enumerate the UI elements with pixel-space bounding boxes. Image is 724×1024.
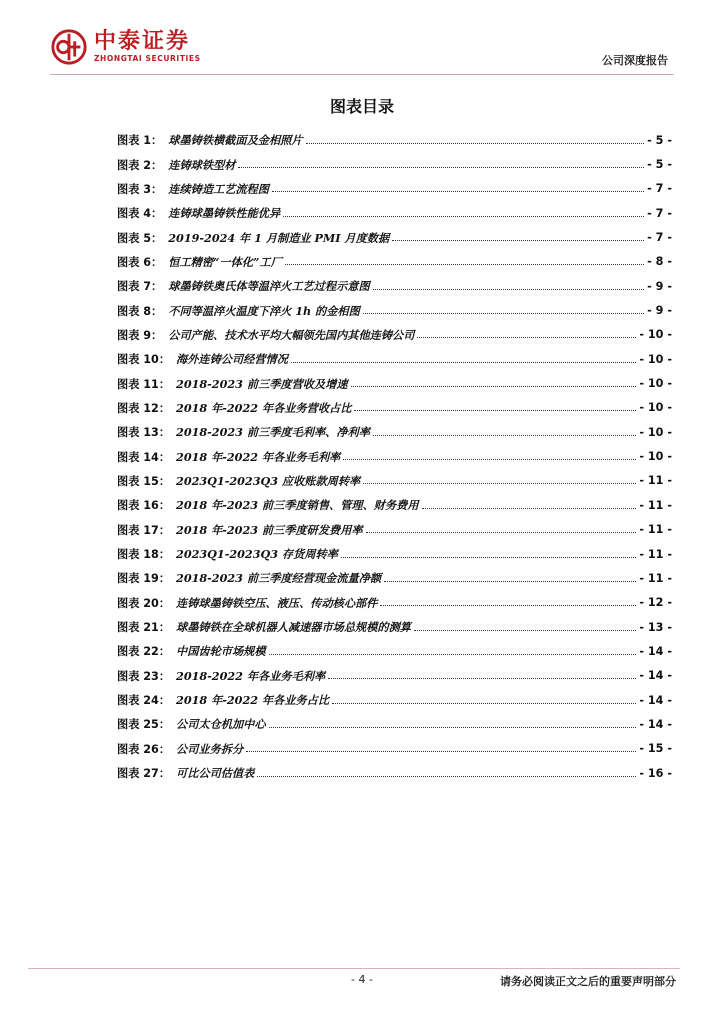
toc-entry[interactable]: [117, 493, 672, 517]
toc-entry-page: - 7 -: [647, 182, 672, 196]
toc-entry-page: - 10 -: [639, 328, 672, 342]
toc-entry-label: 图表 27：: [117, 767, 171, 781]
toc-dot-leader: [272, 191, 644, 192]
toc-entry-label: 图表 24：: [117, 694, 171, 708]
toc-entry-page: - 10 -: [639, 450, 672, 464]
toc-dot-leader: [332, 703, 636, 704]
toc-entry-page: - 15 -: [639, 742, 672, 756]
toc-entry-title: 公司太仓机加中心: [176, 717, 266, 732]
toc-entry-title: 2018 年-2022 年各业务占比: [176, 693, 330, 708]
toc-entry-title: 公司产能、技术水平均大幅领先国内其他连铸公司: [168, 327, 415, 342]
toc-entry[interactable]: [117, 225, 672, 249]
logo-chinese-name: 中泰证券: [94, 29, 191, 54]
report-type-label: 公司深度报告: [602, 54, 668, 67]
toc-dot-leader: [373, 435, 636, 436]
toc-entry-label: 图表 12：: [117, 401, 171, 415]
toc-entry-title: 球墨铸铁在全球机器人减速器市场总规模的测算: [176, 620, 411, 635]
toc-entry-title: 连铸球铁型材: [168, 157, 236, 172]
toc-entry-title: 球墨铸铁奥氏体等温淬火工艺过程示意图: [168, 279, 370, 294]
toc-dot-leader: [341, 557, 637, 558]
toc-dot-leader: [417, 337, 636, 338]
toc-entry-label: 图表 23：: [117, 669, 171, 683]
toc-entry-title: 不同等温淬火温度下淬火 1h 的金相图: [168, 303, 360, 318]
toc-entry-label: 图表 17：: [117, 523, 171, 537]
toc-entry[interactable]: [117, 688, 672, 712]
toc-dot-leader: [380, 605, 636, 606]
toc-entry[interactable]: [117, 396, 672, 420]
company-logo: [50, 28, 201, 66]
toc-entry-page: - 14 -: [639, 644, 672, 658]
toc-dot-leader: [269, 654, 637, 655]
toc-entry-page: - 7 -: [647, 206, 672, 220]
toc-entry[interactable]: [117, 566, 672, 590]
footer-divider: [28, 968, 680, 969]
toc-entry-title: 2018-2022 年各业务毛利率: [176, 668, 326, 683]
toc-entry[interactable]: [117, 639, 672, 663]
toc-entry-title: 连续铸造工艺流程图: [168, 181, 269, 196]
toc-dot-leader: [354, 410, 636, 411]
toc-entry-label: 图表 4：: [117, 207, 163, 221]
toc-entry-page: - 5 -: [647, 133, 672, 147]
toc-entry-page: - 11 -: [639, 498, 672, 512]
toc-entry-title: 2019-2024 年 1 月制造业 PMI 月度数据: [168, 230, 390, 245]
toc-dot-leader: [269, 727, 637, 728]
toc-dot-leader: [285, 264, 644, 265]
toc-entry[interactable]: [117, 615, 672, 639]
toc-entry[interactable]: [117, 371, 672, 395]
page-header: [0, 0, 724, 80]
toc-entry-title: 连铸球墨铸铁性能优异: [168, 206, 281, 221]
toc-entry-title: 2018 年-2023 前三季度销售、管理、财务费用: [176, 498, 419, 513]
toc-entry[interactable]: [117, 298, 672, 322]
toc-entry-page: - 11 -: [639, 523, 672, 537]
toc-dot-leader: [306, 143, 645, 144]
toc-entry-title: 海外连铸公司经营情况: [176, 352, 288, 367]
toc-entry[interactable]: [117, 347, 672, 371]
toc-entry-label: 图表 14：: [117, 450, 171, 464]
toc-entry-page: - 14 -: [639, 669, 672, 683]
toc-entry[interactable]: [117, 664, 672, 688]
toc-entry-title: 中国齿轮市场规模: [176, 644, 266, 659]
toc-entry[interactable]: [117, 712, 672, 736]
toc-entry-label: 图表 10：: [117, 353, 171, 367]
toc-entry[interactable]: [117, 177, 672, 201]
toc-entry[interactable]: [117, 250, 672, 274]
toc-dot-leader: [351, 386, 637, 387]
toc-dot-leader: [291, 362, 636, 363]
toc-entry[interactable]: [117, 128, 672, 152]
toc-dot-leader: [328, 678, 636, 679]
zhongtai-logo-icon: [50, 28, 88, 66]
toc-entry[interactable]: [117, 274, 672, 298]
toc-dot-leader: [373, 289, 644, 290]
toc-entry-label: 图表 2：: [117, 158, 163, 172]
toc-entry-page: - 12 -: [639, 596, 672, 610]
toc-entry[interactable]: [117, 420, 672, 444]
toc-entry-label: 图表 26：: [117, 742, 171, 756]
toc-entry-label: 图表 11：: [117, 377, 171, 391]
toc-entry-label: 图表 5：: [117, 231, 163, 245]
toc-entry-page: - 11 -: [639, 571, 672, 585]
toc-entry-label: 图表 21：: [117, 621, 171, 635]
toc-entry-page: - 14 -: [639, 717, 672, 731]
toc-entry-label: 图表 25：: [117, 718, 171, 732]
toc-entry-page: - 16 -: [639, 766, 672, 780]
toc-entry-title: 恒工精密“一体化”工厂: [168, 254, 282, 269]
toc-entry[interactable]: [117, 469, 672, 493]
toc-dot-leader: [422, 508, 637, 509]
toc-entry-title: 公司业务拆分: [176, 741, 244, 756]
toc-entry-page: - 11 -: [639, 474, 672, 488]
logo-english-name: ZHONGTAI SECURITIES: [94, 54, 201, 63]
toc-entry-page: - 9 -: [647, 304, 672, 318]
footer-page-number: - 4 -: [351, 973, 373, 986]
toc-entry-label: 图表 1：: [117, 134, 163, 148]
toc-entry[interactable]: [117, 152, 672, 176]
toc-dot-leader: [414, 630, 636, 631]
toc-entry-title: 2018-2023 前三季度营收及增速: [176, 376, 348, 391]
toc-entry[interactable]: [117, 737, 672, 761]
toc-entry-page: - 10 -: [639, 425, 672, 439]
toc-entry-title: 可比公司估值表: [176, 766, 255, 781]
header-divider: [50, 74, 674, 75]
toc-title: 图表目录: [329, 97, 394, 116]
toc-entry-title: 2018 年-2023 前三季度研发费用率: [176, 522, 363, 537]
toc-dot-leader: [283, 216, 644, 217]
toc-entry[interactable]: [117, 323, 672, 347]
toc-dot-leader: [384, 581, 636, 582]
toc-entry-page: - 10 -: [639, 401, 672, 415]
toc-entry-title: 2018-2023 前三季度经营现金流量净额: [176, 571, 382, 586]
toc-entry-page: - 13 -: [639, 620, 672, 634]
toc-entry-title: 球墨铸铁横截面及金相照片: [168, 133, 303, 148]
toc-entry-label: 图表 22：: [117, 645, 171, 659]
toc-dot-leader: [392, 240, 644, 241]
toc-entry-label: 图表 9：: [117, 328, 163, 342]
toc-entry-label: 图表 13：: [117, 426, 171, 440]
toc-entry-label: 图表 7：: [117, 280, 163, 294]
toc-entry-title: 连铸球墨铸铁空压、液压、传动核心部件: [176, 595, 378, 610]
toc-entry-page: - 14 -: [639, 693, 672, 707]
footer-disclaimer: 请务必阅读正文之后的重要声明部分: [500, 975, 676, 988]
toc-entry-title: 2018 年-2022 年各业务营收占比: [176, 400, 352, 415]
toc-entry[interactable]: [117, 591, 672, 615]
toc-entry[interactable]: [117, 542, 672, 566]
toc-entry-page: - 7 -: [647, 231, 672, 245]
table-of-figures: [117, 128, 672, 785]
toc-entry-page: - 10 -: [639, 352, 672, 366]
toc-entry[interactable]: [117, 444, 672, 468]
toc-entry-title: 2023Q1-2023Q3 存货周转率: [176, 547, 338, 562]
toc-dot-leader: [363, 313, 644, 314]
toc-entry-page: - 9 -: [647, 279, 672, 293]
toc-entry[interactable]: [117, 761, 672, 785]
toc-entry-label: 图表 6：: [117, 255, 163, 269]
toc-entry-page: - 10 -: [639, 377, 672, 391]
toc-entry-label: 图表 3：: [117, 182, 163, 196]
toc-entry-page: - 8 -: [647, 255, 672, 269]
toc-entry-label: 图表 15：: [117, 474, 171, 488]
toc-entry-page: - 11 -: [639, 547, 672, 561]
toc-entry-label: 图表 16：: [117, 499, 171, 513]
toc-entry-title: 2018 年-2022 年各业务毛利率: [176, 449, 341, 464]
toc-entry-title: 2018-2023 前三季度毛利率、净利率: [176, 425, 370, 440]
toc-entry-label: 图表 18：: [117, 548, 171, 562]
toc-entry[interactable]: [117, 201, 672, 225]
toc-entry-label: 图表 19：: [117, 572, 171, 586]
toc-entry-label: 图表 20：: [117, 596, 171, 610]
toc-dot-leader: [257, 776, 636, 777]
toc-dot-leader: [363, 483, 636, 484]
toc-entry-label: 图表 8：: [117, 304, 163, 318]
toc-entry-title: 2023Q1-2023Q3 应收账款周转率: [176, 473, 361, 488]
toc-dot-leader: [366, 532, 637, 533]
toc-dot-leader: [246, 751, 636, 752]
toc-dot-leader: [238, 167, 644, 168]
toc-entry[interactable]: [117, 518, 672, 542]
toc-dot-leader: [343, 459, 636, 460]
toc-entry-page: - 5 -: [647, 158, 672, 172]
